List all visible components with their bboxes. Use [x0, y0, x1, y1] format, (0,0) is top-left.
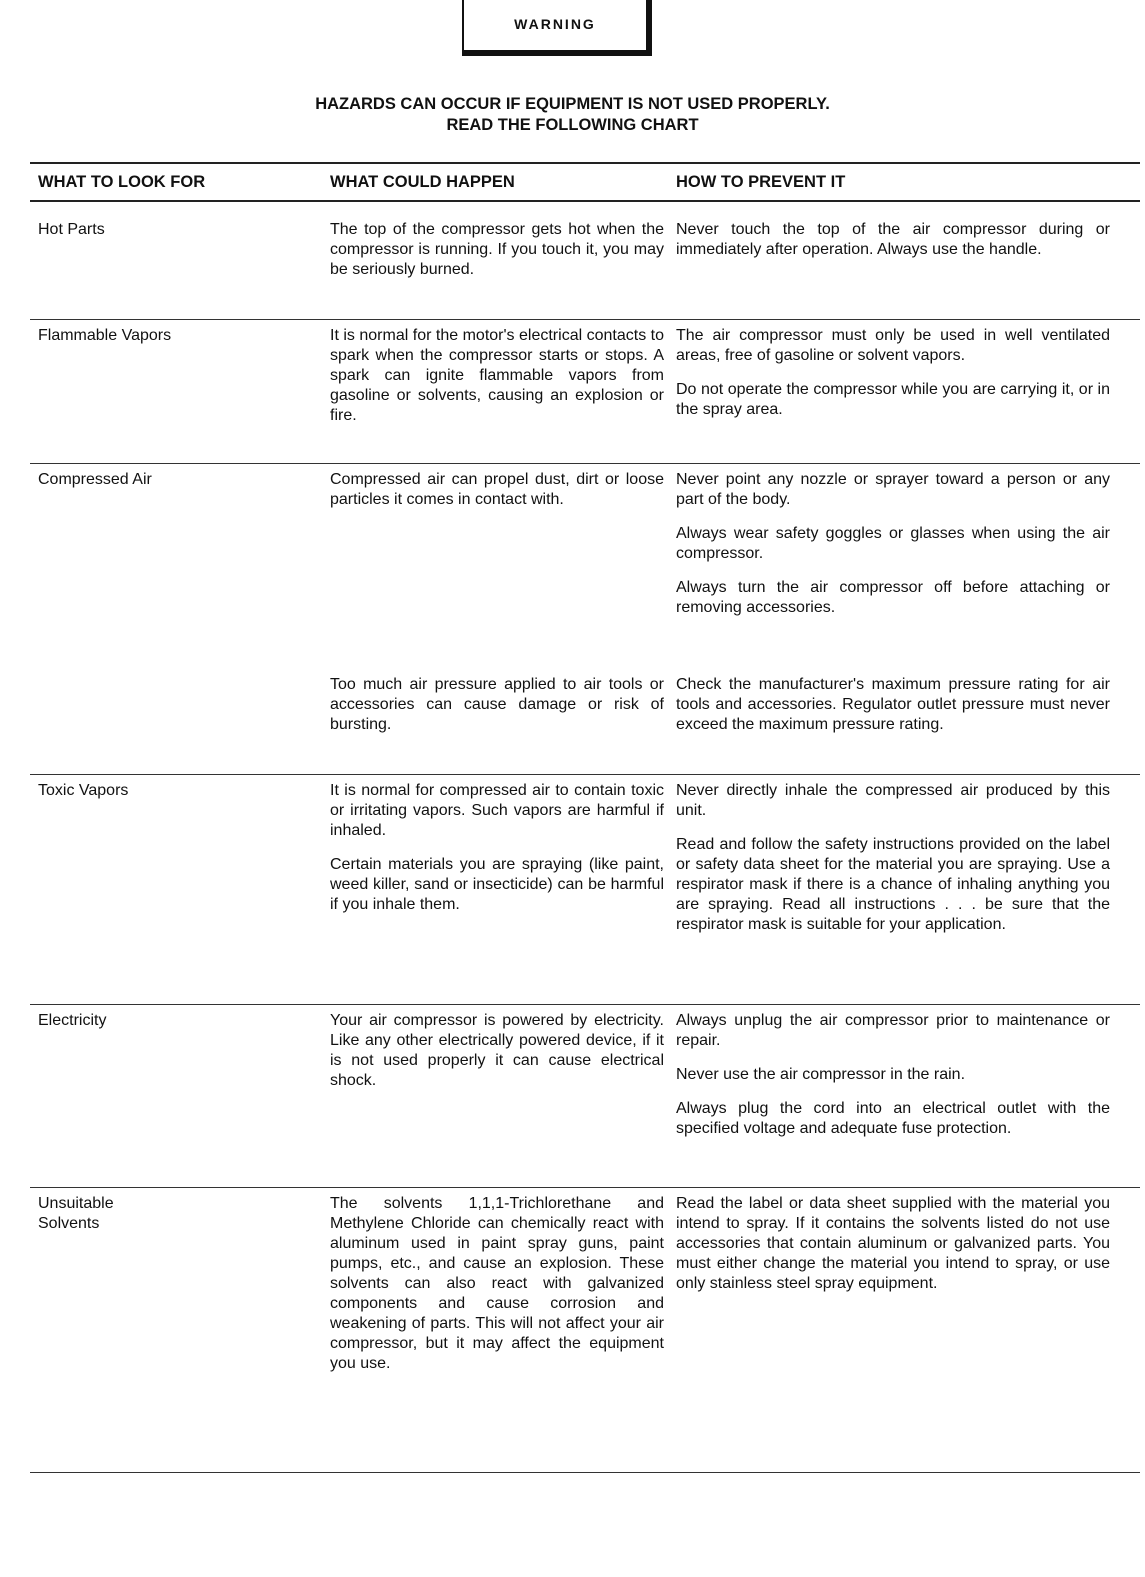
column-header-look: WHAT TO LOOK FOR	[38, 172, 206, 191]
paragraph: Never directly inhale the compressed air produced by this unit.	[676, 782, 1110, 819]
what-could-happen	[330, 320, 676, 463]
paragraph: Too much air pressure applied to air tools or accessories can cause damage or risk of bursting.	[330, 676, 664, 733]
table-row	[30, 669, 1140, 775]
paragraph: Never use the air compressor in the rain.	[676, 1066, 966, 1083]
hazard-name: Electricity	[38, 1012, 107, 1029]
how-to-prevent	[676, 320, 1140, 463]
paragraph: Compressed air can propel dust, dirt or loose particles it comes in contact with.	[330, 471, 664, 508]
hazard-name: Unsuitable Solvents	[38, 1195, 114, 1232]
hazard-name: Compressed Air	[38, 471, 152, 488]
hazard-name: Toxic Vapors	[38, 782, 129, 799]
column-header-happen: WHAT COULD HAPPEN	[330, 172, 515, 191]
paragraph: Your air compressor is powered by electricity. Like any other electrically powered device, if it is not used properly it can cause electrical shock.	[330, 1012, 664, 1089]
how-to-prevent	[676, 214, 1140, 319]
hazard-name: Hot Parts	[38, 221, 105, 238]
warning-label-box	[462, 0, 652, 56]
paragraph: Do not operate the compressor while you are carrying it, or in the spray area.	[676, 381, 1110, 418]
headline-line-2: READ THE FOLLOWING CHART	[446, 116, 699, 134]
table-row	[30, 1188, 1140, 1473]
what-could-happen	[330, 669, 676, 774]
table-row	[30, 320, 1140, 464]
what-could-happen	[330, 1188, 676, 1472]
paragraph: Always turn the air compressor off before attaching or removing accessories.	[676, 579, 1110, 616]
paragraph: The air compressor must only be used in well ventilated areas, free of gasoline or solvent vapors.	[676, 327, 1110, 364]
how-to-prevent	[676, 1005, 1140, 1187]
paragraph: Certain materials you are spraying (like paint, weed killer, sand or insecticide) can be harmful if you inhale them.	[330, 856, 664, 913]
paragraph: The top of the compressor gets hot when the compressor is running. If you touch it, you may be seriously burned.	[330, 221, 664, 278]
paragraph: The solvents 1,1,1-Trichlorethane and Methylene Chloride can chemically react with aluminum used in paint spray guns, paint pumps, etc., and cause an explosion. These solvents can also react with galvanized components and cause corrosion and weakening of parts. This will not affect your air compressor, but it may affect the equipment you use.	[330, 1195, 664, 1372]
table-row	[30, 775, 1140, 1005]
paragraph: Never touch the top of the air compressor during or immediately after operation. Always use the handle.	[676, 221, 1110, 258]
hazard-name: Flammable Vapors	[38, 327, 172, 344]
paragraph: Read the label or data sheet supplied with the material you intend to spray. If it contains the solvents listed do not use accessories that contain aluminum or galvanized parts. You must either change the material you intend to spray, or use only stainless steel spray equipment.	[676, 1195, 1110, 1292]
what-could-happen	[330, 464, 676, 669]
paragraph: Always wear safety goggles or glasses when using the air compressor.	[676, 525, 1110, 562]
what-could-happen	[330, 214, 676, 319]
paragraph: Check the manufacturer's maximum pressure rating for air tools and accessories. Regulator outlet pressure must never exceed the maximum pressure rating.	[676, 676, 1110, 733]
table-body	[30, 214, 1140, 1473]
how-to-prevent	[676, 464, 1140, 669]
how-to-prevent	[676, 1188, 1140, 1472]
column-header-prevent: HOW TO PREVENT IT	[676, 172, 846, 191]
how-to-prevent	[676, 669, 1140, 774]
paragraph: Always unplug the air compressor prior to maintenance or repair.	[676, 1012, 1110, 1049]
paragraph: Read and follow the safety instructions provided on the label or safety data sheet for the material you are spraying. Use a respirator mask if there is a chance of inhaling anything you are spraying. Read all instructions . . . be sure that the respirator mask is suitable for your application.	[676, 836, 1110, 933]
paragraph: It is normal for compressed air to contain toxic or irritating vapors. Such vapors are harmful if inhaled.	[330, 782, 664, 839]
table-header	[30, 164, 1140, 202]
table-row	[30, 214, 1140, 320]
what-could-happen	[330, 1005, 676, 1187]
what-could-happen	[330, 775, 676, 1004]
table-row	[30, 1005, 1140, 1188]
hazard-table	[30, 162, 1140, 1473]
paragraph: Never point any nozzle or sprayer toward a person or any part of the body.	[676, 471, 1110, 508]
paragraph: It is normal for the motor's electrical contacts to spark when the compressor starts or stops. A spark can ignite flammable vapors from gasoline or solvents, causing an explosion or fire.	[330, 327, 664, 424]
table-row	[30, 464, 1140, 669]
headline-line-1: HAZARDS CAN OCCUR IF EQUIPMENT IS NOT USED PROPERLY.	[315, 95, 830, 113]
hazard-name	[30, 669, 330, 774]
warning-label: WARNING	[514, 16, 596, 32]
paragraph: Always plug the cord into an electrical outlet with the specified voltage and adequate fuse protection.	[676, 1100, 1110, 1137]
how-to-prevent	[676, 775, 1140, 1004]
